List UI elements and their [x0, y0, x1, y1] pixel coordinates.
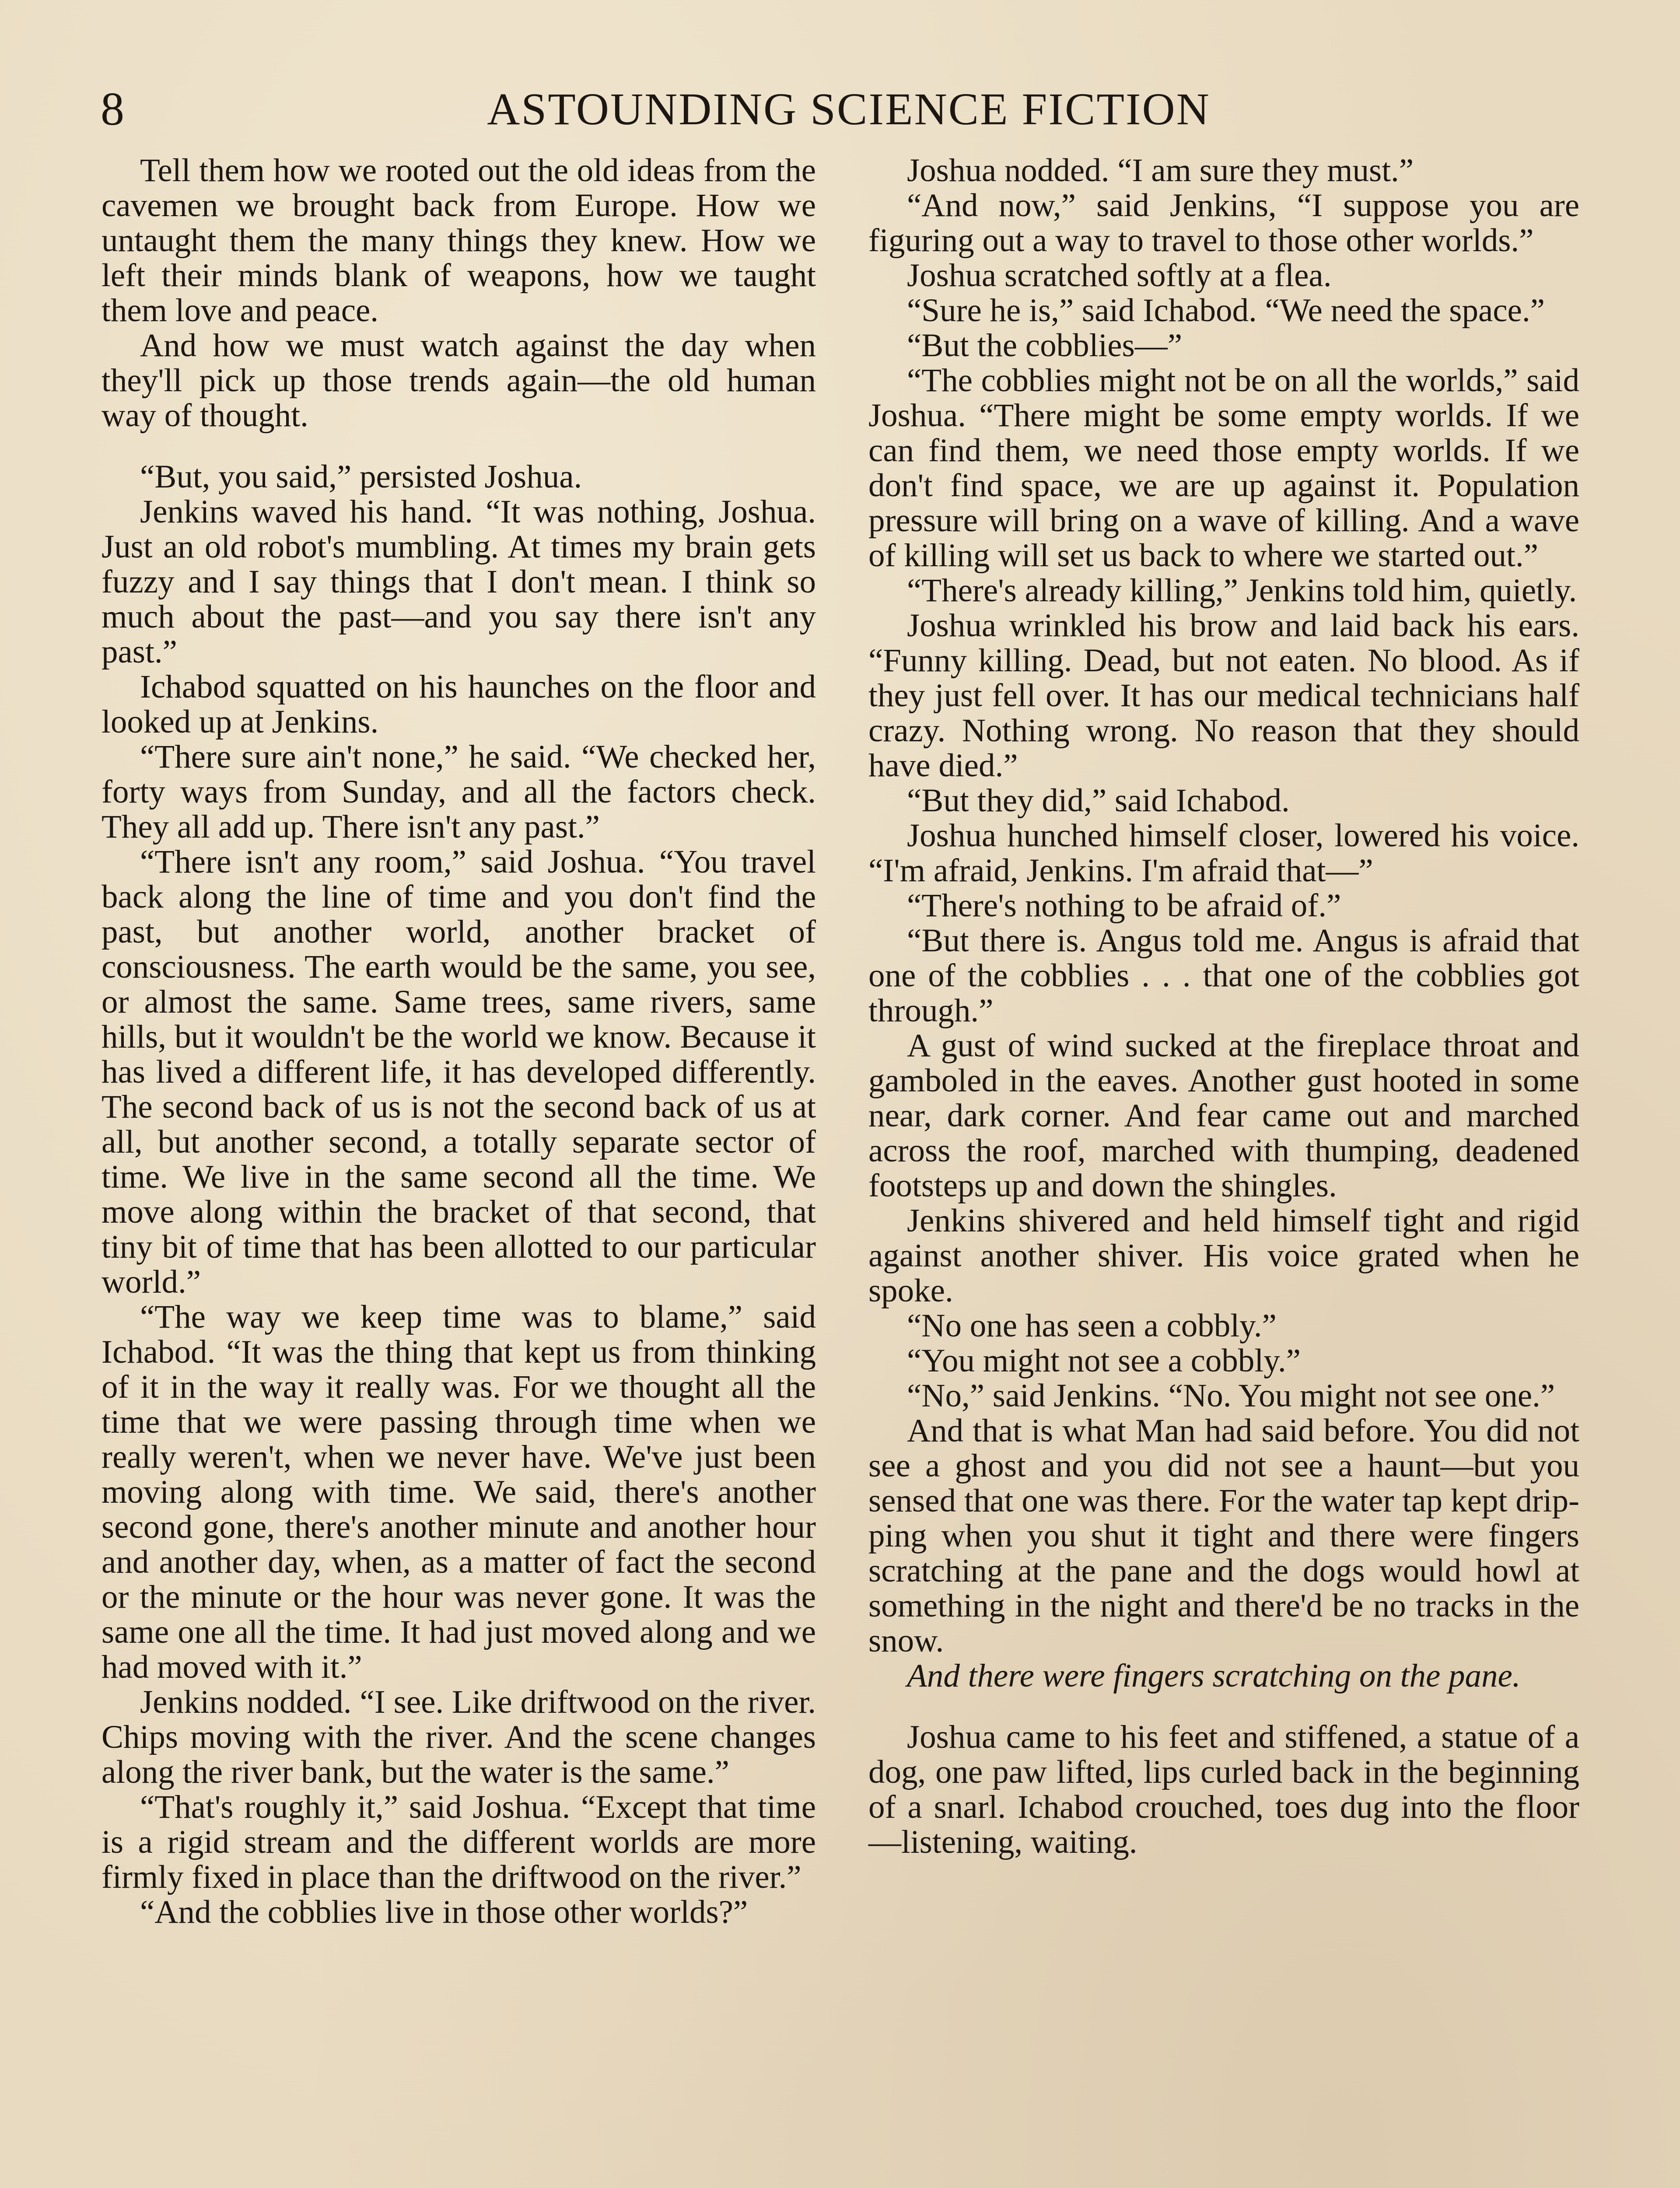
- page-header: [101, 77, 1597, 142]
- left-column: [102, 153, 816, 1930]
- paragraph: “No,” said Jenkins. “No. You might not see one.”: [907, 1378, 1555, 1414]
- paragraph: Jenkins nodded. “I see. Like driftwood on the river. Chips moving with the river. And the scene changes along the river bank, but the water is the same.”: [102, 1684, 816, 1790]
- paragraph: Jenkins shivered and held himself tight and rigid against another shiver. His voice grated when he spoke.: [868, 1203, 1579, 1309]
- paragraph: “You might not see a cobbly.”: [907, 1343, 1301, 1379]
- paragraph: “There's already killing,” Jenkins told him, quietly.: [907, 572, 1577, 609]
- paragraph: “The way we keep time was to blame,” said Ichabod. “It was the thing that kept us from thinking of it in the way it really was. For we thought all the time that we were passing through time when we really weren't, when we never have. We've just been moving along with time. We said, there's another second gone, there's another minute and another hour and another day, when, as a matter of fact the second or the minute or the hour was never gone. It was the same one all the time. It had just moved along and we had moved with it.”: [102, 1299, 816, 1685]
- page-number: 8: [101, 83, 124, 135]
- paragraph: “That's roughly it,” said Joshua. “Except that time is a rigid stream and the different worlds are more firmly fixed in place than the driftwood on the river.”: [102, 1789, 816, 1895]
- paragraph: “But they did,” said Ichabod.: [907, 782, 1290, 819]
- paragraph: “The cobblies might not be on all the worlds,” said Joshua. “There might be some empty worlds. If we can find them, we need those empty worlds. If we don't find space, we are up against it. Population pressure will bring on a wave of killing. And a wave of killing will set us back to where we started out.”: [868, 362, 1579, 574]
- right-column: [868, 153, 1579, 1860]
- running-head: ASTOUNDING SCIENCE FICTION: [487, 84, 1211, 134]
- paragraph: Joshua nodded. “I am sure they must.”: [907, 152, 1414, 189]
- paragraph: “Sure he is,” said Ichabod. “We need the space.”: [907, 292, 1545, 329]
- paragraph: “But there is. Angus told me. Angus is afraid that one of the cobblies . . . that one of the cobblies got through.”: [868, 922, 1579, 1029]
- paragraph: “But the cobblies—”: [907, 327, 1183, 364]
- paragraph: “There sure ain't none,” he said. “We checked her, forty ways from Sunday, and all the factors check. They all add up. There isn't any past.”: [102, 739, 816, 845]
- paragraph: And there were fingers scratching on the pane.: [907, 1658, 1521, 1694]
- paragraph: Joshua scratched softly at a flea.: [907, 257, 1332, 294]
- paragraph: “There isn't any room,” said Joshua. “You travel back along the line of time and you don't find the past, but another world, another bracket of consciousness. The earth would be the same, you see, or almost the same. Same trees, same rivers, same hills, but it wouldn't be the world we know. Because it has lived a different life, it has developed differently. The second back of us is not the second back of us at all, but another second, a totally separate sector of time. We live in the same second all the time. We move along within the bracket of that second, that tiny bit of time that has been allotted to our particular world.”: [102, 844, 816, 1300]
- paragraph: And how we must watch against the day when they'll pick up those trends again—the old human way of thought.: [102, 327, 816, 434]
- paragraph: “And the cobblies live in those other worlds?”: [140, 1894, 748, 1930]
- paragraph: “No one has seen a cobbly.”: [907, 1308, 1277, 1344]
- paragraph: Tell them how we rooted out the old ideas from the cavemen we brought back from Europe. How we untaught them the many things they knew. How we left their minds blank of weapons, how we taught them love and peace.: [102, 152, 816, 329]
- paragraph: Ichabod squatted on his haunches on the floor and looked up at Jenkins.: [102, 669, 816, 740]
- paragraph: Joshua came to his feet and stiffened, a statue of a dog, one paw lifted, lips curled back in the beginning of a snarl. Ichabod crouched, toes dug into the floor—listening, waiting.: [868, 1719, 1579, 1860]
- paragraph: Joshua wrinkled his brow and laid back his ears. “Funny killing. Dead, but not eaten. No blood. As if they just fell over. It has our medical technicians half crazy. Nothing wrong. No reason that they should have died.”: [868, 607, 1579, 784]
- paragraph: Jenkins waved his hand. “It was nothing, Joshua. Just an old robot's mumbling. At times my brain gets fuzzy and I say things that I don't mean. I think so much about the past—and you say there isn't any past.”: [102, 494, 816, 670]
- paragraph: And that is what Man had said before. You did not see a ghost and you did not see a haunt—but you sensed that one was there. For the water tap kept dripping when you shut it tight and there were fingers scratching at the pane and the dogs would howl at something in the night and there'd be no tracks in the snow.: [868, 1413, 1579, 1659]
- paragraph: Joshua hunched himself closer, lowered his voice. “I'm afraid, Jenkins. I'm afraid that—”: [868, 817, 1579, 889]
- paragraph: “But, you said,” persisted Joshua.: [140, 459, 582, 495]
- paragraph: “And now,” said Jenkins, “I suppose you are figuring out a way to travel to those other worlds.”: [868, 187, 1579, 259]
- paragraph: “There's nothing to be afraid of.”: [907, 887, 1341, 924]
- paragraph: A gust of wind sucked at the fireplace throat and gamboled in the eaves. Another gust hooted in some near, dark corner. And fear came out and marched across the roof, marched with thumping, deadened footsteps up and down the shingles.: [868, 1027, 1579, 1204]
